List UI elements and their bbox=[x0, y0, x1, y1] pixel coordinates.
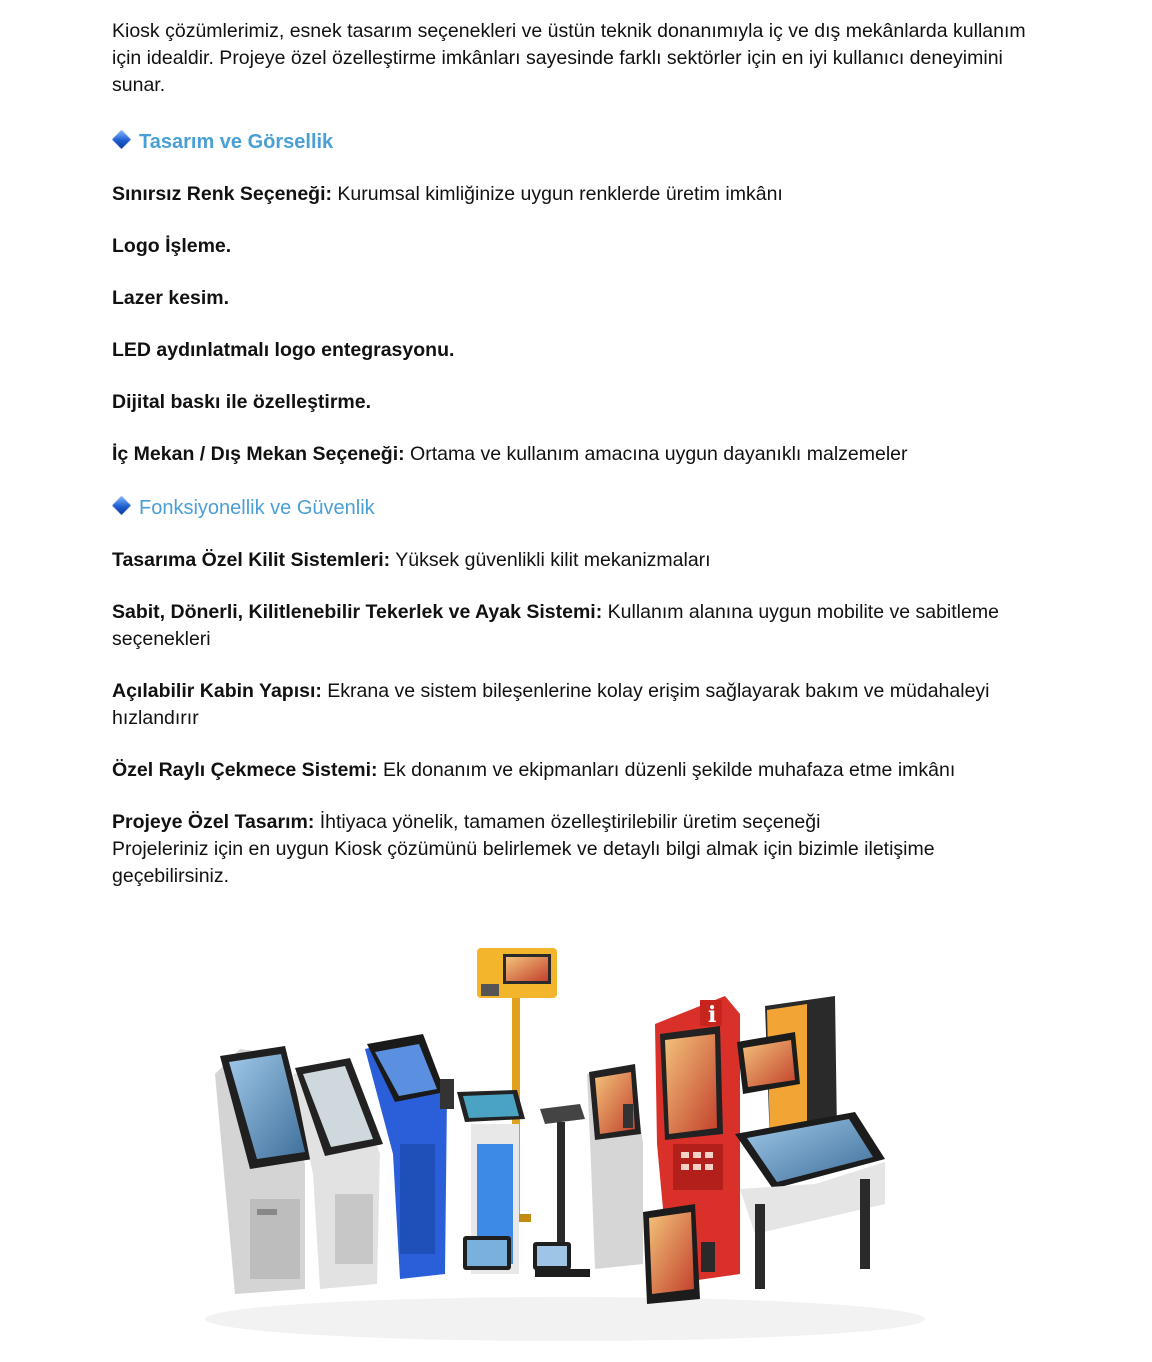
feature-description: Kullanım alanına uygun mobilite ve sabitleme seçenekleri bbox=[112, 601, 999, 650]
feature-item bbox=[112, 809, 1032, 836]
feature-title: Tasarıma Özel Kilit Sistemleri: bbox=[112, 549, 391, 571]
feature-item bbox=[112, 678, 1032, 732]
svg-text:i: i bbox=[708, 1002, 717, 1028]
silver-kiosk-2 bbox=[293, 1058, 383, 1289]
table-kiosk bbox=[735, 1112, 885, 1289]
design-feature-list bbox=[112, 181, 1032, 468]
feature-description: Ek donanım ve ekipmanları düzenli şekilde muhafaza etme imkânı bbox=[377, 759, 956, 781]
grey-kiosk-mid bbox=[587, 1064, 643, 1269]
feature-item bbox=[112, 337, 1032, 364]
feature-item bbox=[112, 389, 1032, 416]
feature-title: İç Mekan / Dış Mekan Seçeneği: bbox=[112, 443, 405, 465]
blue-diamond-icon bbox=[112, 496, 130, 514]
blue-diamond-icon bbox=[112, 130, 130, 148]
feature-item bbox=[112, 441, 1032, 468]
section-heading-design bbox=[112, 127, 1032, 157]
feature-item bbox=[112, 599, 1032, 653]
closing-paragraph: Projeleriniz için en uygun Kiosk çözümünü belirlemek ve detaylı bilgi almak için bizimle iletişime geçebilirsiniz. bbox=[112, 838, 935, 887]
feature-title: Lazer kesim. bbox=[112, 287, 230, 309]
feature-title: Dijital baskı ile özelleştirme. bbox=[112, 391, 372, 413]
feature-title: Sınırsız Renk Seçeneği: bbox=[112, 183, 332, 205]
kiosk-product-image bbox=[195, 944, 935, 1344]
section-title-function: Fonksiyonellik ve Güvenlik bbox=[139, 496, 375, 519]
feature-item bbox=[112, 285, 1032, 312]
feature-description: Yüksek güvenlikli kilit mekanizmaları bbox=[390, 549, 711, 571]
function-feature-list bbox=[112, 547, 1032, 836]
feature-title: Sabit, Dönerli, Kilitlenebilir Tekerlek ve Ayak Sistemi: bbox=[112, 601, 603, 623]
feature-description: Ortama ve kullanım amacına uygun dayanıklı malzemeler bbox=[404, 443, 908, 465]
feature-title: LED aydınlatmalı logo entegrasyonu. bbox=[112, 339, 455, 361]
article-content bbox=[112, 18, 1032, 890]
feature-title: Açılabilir Kabin Yapısı: bbox=[112, 680, 322, 702]
feature-title: Logo İşleme. bbox=[112, 235, 232, 257]
feature-description: Ekrana ve sistem bileşenlerine kolay erişim sağlayarak bakım ve müdahaleyi hızlandırır bbox=[112, 680, 990, 729]
feature-title: Projeye Özel Tasarım: bbox=[112, 811, 315, 833]
feature-item bbox=[112, 233, 1032, 260]
feature-description: Kurumsal kimliğinize uygun renklerde üretim imkânı bbox=[332, 183, 783, 205]
feature-item bbox=[112, 547, 1032, 574]
intro-paragraph: Kiosk çözümlerimiz, esnek tasarım seçenekleri ve üstün teknik donanımıyla iç ve dış mekânlarda kullanım için idealdir. Projeye özel özelleştirme imkânları sayesinde farklı sektörler için en iyi kullanıcı deneyimini sunar. bbox=[112, 20, 1026, 96]
section-heading-function bbox=[112, 493, 1032, 523]
section-title-design: Tasarım ve Görsellik bbox=[139, 130, 334, 153]
feature-description: İhtiyaca yönelik, tamamen özelleştirilebilir üretim seçeneği bbox=[314, 811, 821, 833]
feature-item bbox=[112, 757, 1032, 784]
feature-item bbox=[112, 181, 1032, 208]
feature-title: Özel Raylı Çekmece Sistemi: bbox=[112, 759, 378, 781]
